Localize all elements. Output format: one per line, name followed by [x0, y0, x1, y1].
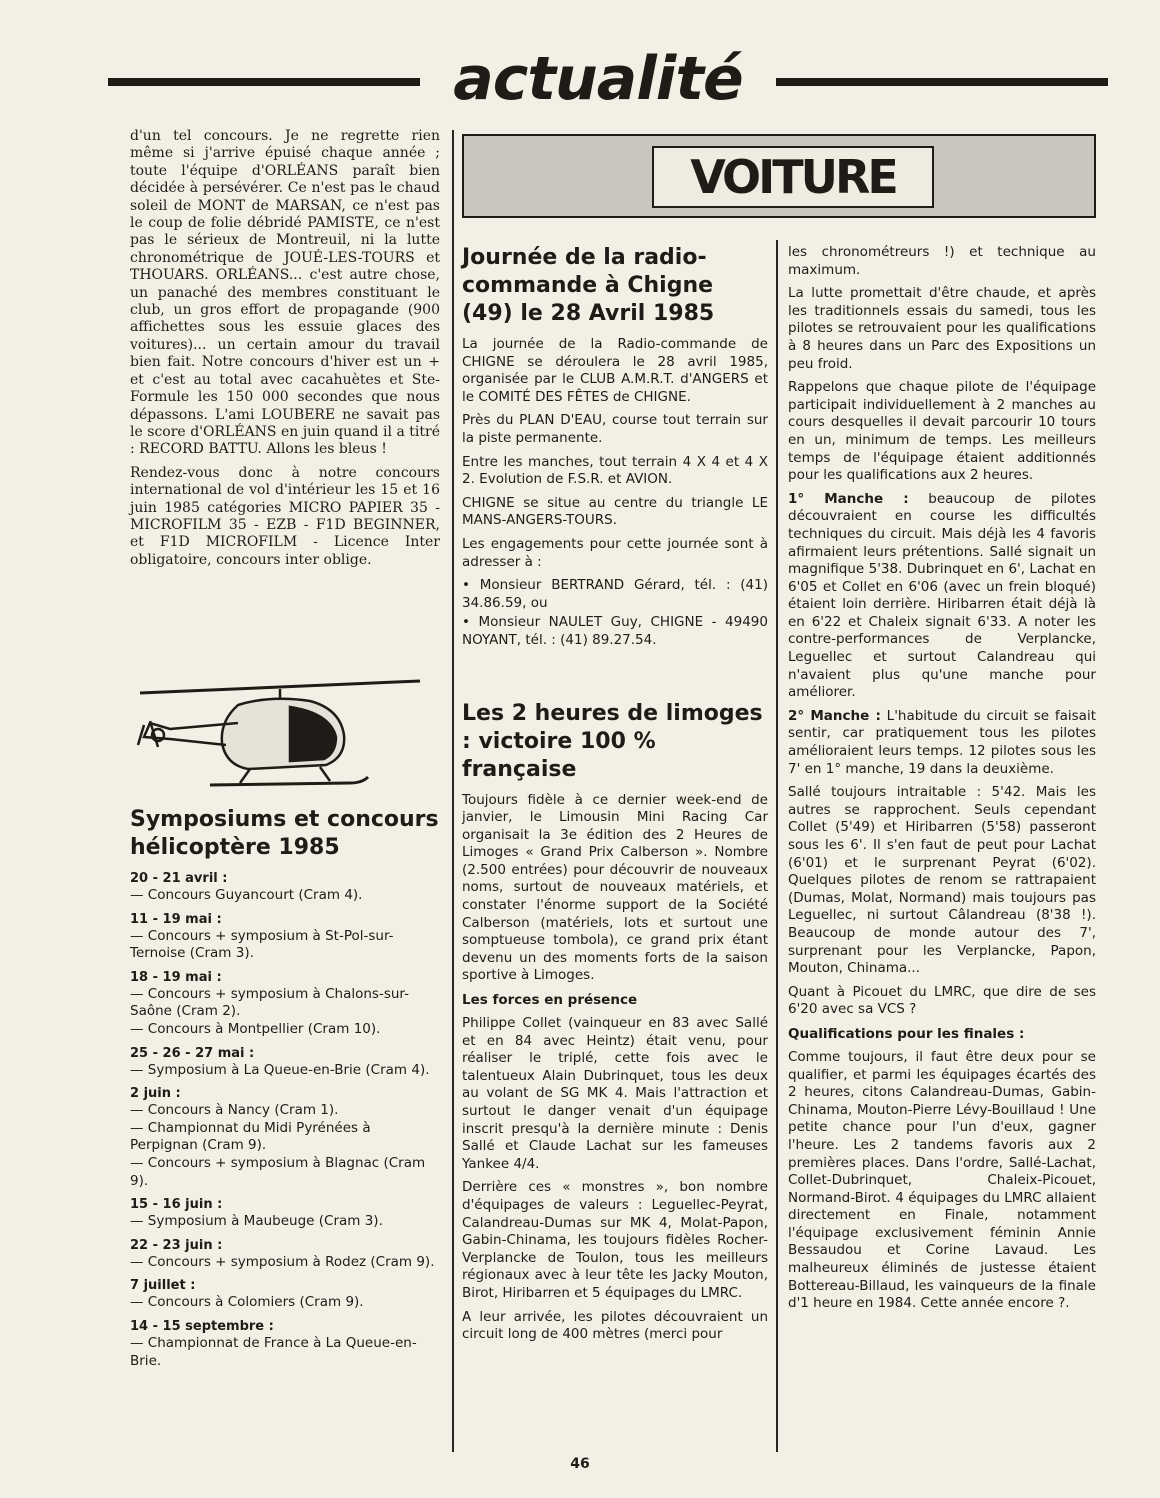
chigne-paragraph-5: Les engagements pour cette journée sont à adresser à :: [462, 535, 768, 570]
event-date: 22 - 23 juin :: [130, 1237, 223, 1253]
manche-2-label: 2° Manche :: [788, 707, 881, 724]
limoges-paragraph-4: A leur arrivée, les pilotes découvraient un circuit long de 400 mètres (merci pour: [462, 1308, 768, 1343]
limoges-paragraph-2: Philippe Collet (vainqueur en 83 avec Sallé et en 84 avec Heintz) était venu, pour réaliser le triplé, cette fois avec le talentueux Alain Dubrinquet, tous les deux au volant de SG MK 4. Mais l'attraction et surtout le danger venait d'un équipage inscrit presqu'à la dernière minute : Denis Sallé et Claude Lachat sur les fameuses Yankee 4/4.: [462, 1015, 768, 1172]
limoges-paragraph-10: Comme toujours, il faut être deux pour se qualifier, et parmi les équipages écartés des 2 heures, citons Calandreau-Dumas, Gabin-Chinama, Mouton-Pierre Lévy-Bouillaud ! Une petite chance pour l'un d'eux, gagner l'heure. Les 2 tandems favoris aux 2 premières places. Dans l'ordre, Sallé-Lachat, Collet-Dubrinquet, Chaleix-Picouet, Normand-Birot. 4 équipages du LMRC allaient directement en Finale, notamment l'équipage exclusivement féminin Annie Bessaudou et Corine Lavaud. Les malheureux éliminés de justesse étaient Bottereau-Billaud, les vainqueurs de la finale d'1 heure en 1984. Cette année encore ?.: [788, 1048, 1096, 1312]
manche-1-text: beaucoup de pilotes découvraient en course les difficultés techniques du circuit. Mais déjà les 4 favoris afirmaient leurs prétentions. Sallé signait un magnifique 5'38. Dubrinquet en 6', Lachat en 6'05 et Collet en 6'06 (avec un frein bloqué) étaient loin derrière. Hiribarren était déjà là en 6'22 et Chaleix signait 6'33. A noter les contre-performances de Verplancke, Leguellec et surtout Calandreau qui n'avaient plus qu'une manche pour améliorer.: [788, 490, 1096, 701]
limoges-paragraph-9: Quant à Picouet du LMRC, que dire de ses 6'20 avec sa VCS ?: [788, 983, 1096, 1018]
limoges-paragraph-6: La lutte promettait d'être chaude, et après les traditionnels essais du samedi, tous les pilotes se retrouvaient pour les qualifications à 8 heures dans un Parc des Expositions un peu froid.: [788, 285, 1096, 372]
event-entry: [130, 1277, 440, 1312]
event-entry: [130, 1196, 440, 1231]
event-date: 14 - 15 septembre :: [130, 1318, 274, 1334]
column-left: [130, 128, 440, 575]
event-item: — Concours + symposium à St-Pol-sur-Ternoise (Cram 3).: [130, 927, 394, 962]
event-date: 2 juin :: [130, 1086, 181, 1102]
event-date: 18 - 19 mai :: [130, 969, 222, 985]
event-entry: [130, 911, 440, 963]
event-item: — Concours + symposium à Chalons-sur-Saône (Cram 2).: [130, 985, 409, 1020]
event-item: — Concours + symposium à Blagnac (Cram 9).: [130, 1154, 426, 1189]
event-date: 25 - 26 - 27 mai :: [130, 1045, 255, 1061]
manche-2-paragraph: [788, 708, 1096, 778]
voiture-banner: [462, 134, 1096, 218]
event-item: — Concours à Montpellier (Cram 10).: [130, 1020, 381, 1037]
header-rule-right: [776, 78, 1108, 86]
page-number: 46: [570, 1456, 590, 1472]
contact-naulet: • Monsieur NAULET Guy, CHIGNE - 49490 NOYANT, tél. : (41) 89.27.54.: [462, 614, 768, 648]
column-divider-left: [452, 130, 454, 1452]
section-header: [108, 44, 1108, 114]
qualifications-subheading: Qualifications pour les finales :: [788, 1025, 1025, 1042]
section-title: actualité: [453, 44, 743, 114]
column-right: [788, 244, 1096, 1319]
event-date: 15 - 16 juin :: [130, 1197, 223, 1213]
column-middle: [462, 244, 768, 1350]
event-entry: [130, 1318, 440, 1370]
orleans-paragraph: d'un tel concours. Je ne regrette rien même si j'arrive épuisé chaque année ; toute l'équipe d'ORLÉANS paraît bien décidée à persévérer. Ce n'est pas le chaud soleil de MONT de MARSAN, ce n'est pas le coup de folie débridé PAMISTE, ce n'est pas le sérieux de Montreuil, ni la lutte chronométrique de JOUÉ-LES-TOURS et THOUARS. ORLÉANS... c'est autre chose, un panaché des membres constituant le club, un gros effort de propagande (900 affichettes sous les essuie glaces des voitures)... un certain amour du travail bien fait. Notre concours d'hiver est un + et c'est au total avec cacahuètes et Ste-Formule les 150 000 secondes que nous dépassons. L'ami LOUBERE ne savait pas le score d'ORLÉANS en juin quand il a titré : RECORD BATTU. Allons les bleus !: [130, 128, 440, 458]
chigne-paragraph-4: CHIGNE se situe au centre du triangle LE MANS-ANGERS-TOURS.: [462, 494, 768, 529]
limoges-paragraph-7: Rappelons que chaque pilote de l'équipage participait individuellement à 2 manches au cours desquelles il devait parcourir 10 tours en un, minimum de temps. Les meilleurs temps de l'équipage étaient additionnés pour les qualifications aux 2 heures.: [788, 379, 1096, 484]
event-item: — Symposium à Maubeuge (Cram 3).: [130, 1213, 383, 1230]
event-item: — Symposium à La Queue-en-Brie (Cram 4).: [130, 1061, 430, 1078]
event-item: — Championnat de France à La Queue-en-Brie.: [130, 1334, 417, 1369]
column-divider-right: [776, 240, 778, 1452]
voiture-label: VOITURE: [652, 146, 934, 208]
contact-bertrand: • Monsieur BERTRAND Gérard, tél. : (41) 34.86.59, ou: [462, 577, 768, 611]
rendezvous-paragraph: Rendez-vous donc à notre concours international de vol d'intérieur les 15 et 16 juin 1985 catégories MICRO PAPIER 35 - MICROFILM 35 - EZB - F1D BEGINNER, et F1D MICROFILM - Licence Inter obligatoire, concours inter oblige.: [130, 464, 440, 568]
event-entry: [130, 1045, 440, 1080]
event-item: — Concours + symposium à Rodez (Cram 9).: [130, 1253, 435, 1270]
manche-1-paragraph: [788, 491, 1096, 702]
event-entry: [130, 1085, 440, 1190]
forces-subheading: Les forces en présence: [462, 992, 638, 1009]
limoges-heading: Les 2 heures de limoges : victoire 100 % française: [462, 700, 763, 782]
limoges-paragraph-3: Derrière ces « monstres », bon nombre d'équipages de valeurs : Leguellec-Peyrat, Calandreau-Dumas sur MK 4, Molat-Papon, Gabin-Chinama, les toujours fidèles Rocher-Verplancke de Toulon, tous les meilleurs régionaux avec à leur tête les Jacky Mouton, Birot, Hiribarren et 5 équipages du LMRC.: [462, 1179, 768, 1301]
event-date: 11 - 19 mai :: [130, 911, 222, 927]
event-item: — Championnat du Midi Pyrénées à Perpignan (Cram 9).: [130, 1119, 371, 1154]
chigne-paragraph-3: Entre les manches, tout terrain 4 X 4 et 4 X 2. Evolution de F.S.R. et AVION.: [462, 453, 768, 488]
symposium-section: [130, 806, 440, 1376]
event-date: 20 - 21 avril :: [130, 871, 228, 886]
event-date: 7 juillet :: [130, 1278, 196, 1294]
events-list: [130, 870, 440, 1370]
event-item: — Concours Guyancourt (Cram 4).: [130, 887, 363, 903]
manche-1-label: 1° Manche :: [788, 490, 909, 507]
helicopter-illustration: [130, 665, 430, 795]
event-entry: [130, 969, 440, 1039]
manche-2-text: L'habitude du circuit se faisait sentir, car pratiquement tous les pilotes amélioraient leurs temps. 12 pilotes sous les 7' en 1° manche, 19 dans la deuxième.: [788, 707, 1096, 777]
header-rule-left: [108, 78, 420, 86]
event-item: — Concours à Colomiers (Cram 9).: [130, 1294, 364, 1311]
limoges-paragraph-1: Toujours fidèle à ce dernier week-end de janvier, le Limousin Mini Racing Car organisait la 3e édition des 2 Heures de Limoges « Grand Prix Calberson ». Nombre (2.500 entrées) pour découvrir de nouveaux noms, surtout de nouveaux matériels, et constater l'énorme support de la Société Calberson (matériels, lots et surtout une somptueuse tombola), ce grand prix étant devenu un des moments forts de la saison sportive à Limoges.: [462, 791, 768, 984]
limoges-paragraph-5: les chronométreurs !) et technique au maximum.: [788, 244, 1096, 278]
chigne-heading: Journée de la radio-commande à Chigne (49) le 28 Avril 1985: [462, 245, 715, 326]
chigne-paragraph-1: La journée de la Radio-commande de CHIGNE se déroulera le 28 avril 1985, organisée par le CLUB A.M.R.T. d'ANGERS et le COMITÉ DES FÊTES de CHIGNE.: [462, 336, 768, 405]
event-item: — Concours à Nancy (Cram 1).: [130, 1102, 339, 1119]
event-entry: [130, 1237, 440, 1272]
limoges-paragraph-8: Sallé toujours intraitable : 5'42. Mais les autres se rapprochent. Seuls cependant Collet (5'49) et Hiribarren (5'58) passeront sous les 6'. Il s'en faut de peut pour Lachat (6'01) et le surprenant Peyrat (6'02). Quelques pilotes de renom se rattrapaient (Dumas, Molat, Normand) mais toujours pas Leguellec, ni surtout Câlandreau (8'38 !). Beaucoup de monde autour des 7', surprenant pour les Verplancke, Papon, Mouton, Chinama...: [788, 784, 1096, 977]
symposium-heading: Symposiums et concours hélicoptère 1985: [130, 807, 439, 860]
chigne-paragraph-2: Près du PLAN D'EAU, course tout terrain sur la piste permanente.: [462, 412, 768, 446]
event-entry: [130, 870, 440, 905]
